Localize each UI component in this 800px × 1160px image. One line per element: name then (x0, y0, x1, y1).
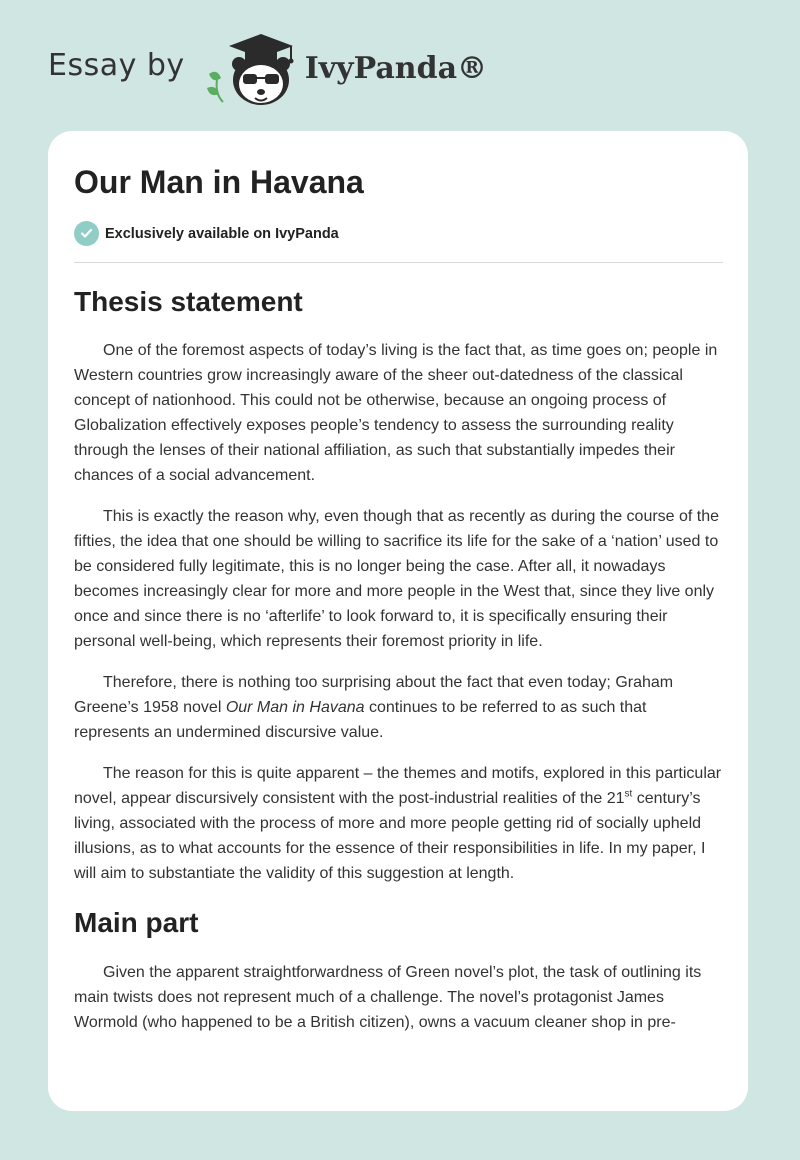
paragraph: One of the foremost aspects of today’s living is the fact that, as time goes on; people in Western countries grow increasingly aware of the sheer out-datedness of the classical concept of nationhood. This could not be otherwise, because an ongoing process of Globalization effectively exposes people’s tendency to assess the surrounding reality through the lenses of their national affiliation, as such that substantially impedes their chances of a social advancement. (74, 342, 718, 484)
paragraph-text: Therefore, there is nothing too surprising about the fact that even today; Graham Greene’s 1958 novel (74, 674, 674, 716)
paragraph: Given the apparent straightforwardness of Green novel’s plot, the task of outlining its main twists does not represent much of a challenge. The novel’s protagonist James Wormold (who happened to be a British citizen), owns a vacuum cleaner shop in pre- (74, 964, 702, 1031)
paragraph-text: continues to be referred to as such that represents an undermined discursive value. (74, 699, 647, 741)
paragraph-text: The reason for this is quite apparent – the themes and motifs, explored in this particular novel, appear discursively consistent with the post-industrial realities of the 21 (74, 765, 722, 807)
exclusive-badge (74, 221, 339, 246)
site-header (48, 30, 487, 110)
exclusive-badge-label: Exclusively available on IvyPanda (105, 225, 339, 242)
ivypanda-logo-icon[interactable] (203, 30, 299, 110)
novel-title: Our Man in Havana (225, 699, 365, 716)
essay-title: Our Man in Havana (74, 164, 364, 200)
paragraph: This is exactly the reason why, even though that as recently as during the course of the fifties, the idea that one should be willing to sacrifice its life for the sake of a ‘nation’ used to be considered fully legitimate, this is no longer being the case. After all, it nowadays becomes increasingly clear for more and more people in the West that, since they live only once and since there is no ‘afterlife’ to look forward to, it is specifically ensuring their personal well-being, which represents their foremost priority in life. (74, 508, 720, 650)
section-heading: Main part (74, 907, 199, 938)
paragraph-text: century’s living, associated with the process of more and more people getting rid of socially upheld illusions, as to what accounts for the essence of their responsibilities in life. In my paper, I will aim to substantiate the validity of this suggestion at length. (74, 790, 706, 882)
paragraph (74, 761, 726, 886)
section-heading: Thesis statement (74, 286, 303, 317)
title-divider (74, 262, 723, 263)
brand-name[interactable]: IvyPanda® (304, 50, 488, 86)
check-icon (74, 221, 99, 246)
essay-card (48, 131, 748, 1111)
essay-content (74, 281, 726, 1051)
essay-by-label: Essay by (48, 47, 185, 83)
paragraph (74, 670, 726, 745)
ordinal-suffix: st (624, 788, 633, 800)
